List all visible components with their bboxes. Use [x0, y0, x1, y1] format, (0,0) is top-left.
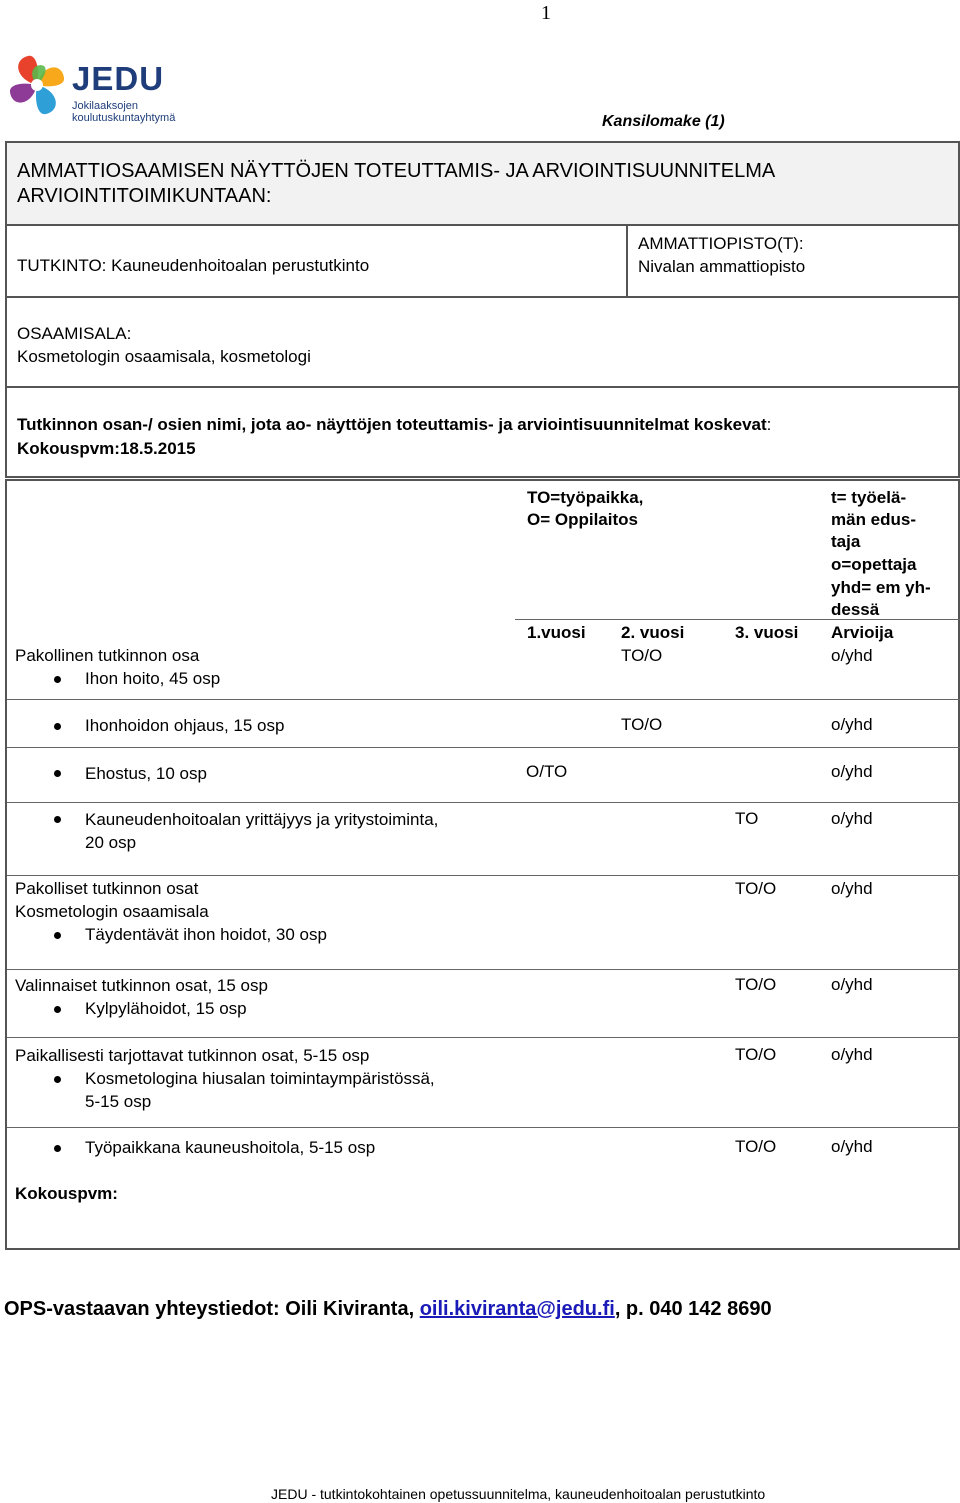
legend-eval-3: taja — [831, 532, 861, 551]
jedu-logo — [6, 50, 196, 132]
bullet-icon — [54, 1145, 61, 1152]
row5-eval: o/yhd — [831, 879, 873, 898]
logo-subtitle: Jokilaaksojen koulutuskuntayhtymä — [72, 100, 176, 124]
row4-eval: o/yhd — [831, 809, 873, 828]
legend-eval-6: dessä — [831, 600, 880, 619]
row3-item: Ehostus, 10 osp — [85, 764, 207, 783]
legend-place-1: TO=työpaikka, — [527, 488, 644, 507]
row2-place: TO/O — [621, 715, 663, 734]
kokouspvm-label: Kokouspvm: — [15, 1184, 118, 1203]
row3-eval: o/yhd — [831, 762, 873, 781]
row4-place: TO — [735, 809, 759, 828]
column-year3: 3. vuosi — [735, 623, 799, 642]
row1-heading: Pakollinen tutkinnon osa — [15, 646, 200, 665]
bullet-icon — [54, 1006, 61, 1013]
row-divider — [7, 969, 960, 970]
osaamisala-label: OSAAMISALA: — [17, 324, 132, 343]
row5-heading-line2: Kosmetologin osaamisala — [15, 902, 209, 921]
tutkinto-cell — [5, 224, 628, 298]
row-divider — [7, 875, 960, 876]
row8-place: TO/O — [735, 1137, 777, 1156]
bullet-icon — [54, 816, 61, 823]
row5-place: TO/O — [735, 879, 777, 898]
kokouspvm-date: Kokouspvm:18.5.2015 — [17, 439, 196, 458]
osaamisala-value: Kosmetologin osaamisala, kosmetologi — [17, 347, 311, 366]
row7-heading: Paikallisesti tarjottavat tutkinnon osat, 5-15 osp — [15, 1046, 370, 1065]
jedu-logo-icon — [6, 50, 68, 120]
row7-place: TO/O — [735, 1045, 777, 1064]
row8-item: Työpaikkana kauneushoitola, 5-15 osp — [85, 1138, 376, 1157]
row5-item: Täydentävät ihon hoidot, 30 osp — [85, 925, 327, 944]
row6-place: TO/O — [735, 975, 777, 994]
row1-item: Ihon hoito, 45 osp — [85, 669, 221, 688]
legend-eval-4: o=opettaja — [831, 555, 917, 574]
contact-email-link[interactable]: oili.kiviranta@jedu.fi — [419, 1298, 615, 1320]
row7-item-line1: Kosmetologina hiusalan toimintaympäristössä, — [85, 1069, 435, 1088]
osaamisala-cell — [5, 296, 960, 388]
column-year1: 1.vuosi — [527, 623, 586, 642]
page-footer: JEDU - tutkintokohtainen opetussuunnitelma, kauneudenhoitoalan perustutkinto — [271, 1486, 766, 1502]
row2-eval: o/yhd — [831, 715, 873, 734]
page-number: 1 — [541, 2, 551, 24]
legend-eval-2: män edus- — [831, 510, 917, 529]
bullet-icon — [54, 723, 61, 730]
column-header-top-rule — [515, 619, 960, 620]
row7-item-line2: 5-15 osp — [85, 1092, 152, 1111]
bullet-icon — [54, 1076, 61, 1083]
row4-item-line2: 20 osp — [85, 833, 137, 852]
row-divider — [7, 699, 960, 700]
row3-place: O/TO — [526, 762, 568, 781]
row-divider — [7, 1127, 960, 1128]
bullet-icon — [54, 932, 61, 939]
row8-eval: o/yhd — [831, 1137, 873, 1156]
legend-place-2: O= Oppilaitos — [527, 510, 638, 529]
row6-heading: Valinnaiset tutkinnon osat, 15 osp — [15, 976, 268, 995]
bullet-icon — [54, 676, 61, 683]
document-header — [5, 141, 960, 226]
row2-item: Ihonhoidon ohjaus, 15 osp — [85, 716, 285, 735]
row-divider — [7, 747, 960, 748]
column-evaluator: Arvioija — [831, 623, 894, 642]
row1-eval: o/yhd — [831, 646, 873, 665]
row-divider — [7, 1037, 960, 1038]
bullet-icon — [54, 770, 61, 777]
ammattiopisto-cell — [626, 224, 960, 298]
tutkinnon-osat-cell — [5, 386, 960, 478]
row1-place: TO/O — [621, 646, 663, 665]
tutkinto-text: TUTKINTO: Kauneudenhoitoalan perustutkinto — [17, 256, 370, 275]
legend-eval-5: yhd= em yh- — [831, 578, 931, 597]
row6-eval: o/yhd — [831, 975, 873, 994]
row-divider — [7, 802, 960, 803]
row4-item-line1: Kauneudenhoitoalan yrittäjyys ja yritystoiminta, — [85, 810, 439, 829]
ammattiopisto-label: AMMATTIOPISTO(T): — [638, 234, 804, 253]
legend-eval-1: t= työelä- — [831, 488, 907, 507]
row5-heading-line1: Pakolliset tutkinnon osat — [15, 879, 199, 898]
plan-table — [5, 479, 960, 1250]
row6-item: Kylpylähoidot, 15 osp — [85, 999, 247, 1018]
logo-wordmark: JEDU — [72, 60, 165, 97]
document-title: AMMATTIOSAAMISEN NÄYTTÖJEN TOTEUTTAMIS- JA ARVIOINTISUUNNITELMA ARVIOINTITOIMIKUNTAAN: — [17, 160, 776, 207]
ops-contact: OPS-vastaavan yhteystiedot: Oili Kiviranta, oili.kiviranta@jedu.fi, p. 040 142 8690 — [4, 1298, 772, 1320]
tutkinnon-osat-description: Tutkinnon osan-/ osien nimi, jota ao- näyttöjen toteuttamis- ja arviointisuunnitelmat koskevat: — [17, 415, 772, 434]
row7-eval: o/yhd — [831, 1045, 873, 1064]
column-year2: 2. vuosi — [621, 623, 685, 642]
form-name: Kansilomake (1) — [602, 113, 725, 130]
ammattiopisto-value: Nivalan ammattiopisto — [638, 257, 806, 276]
